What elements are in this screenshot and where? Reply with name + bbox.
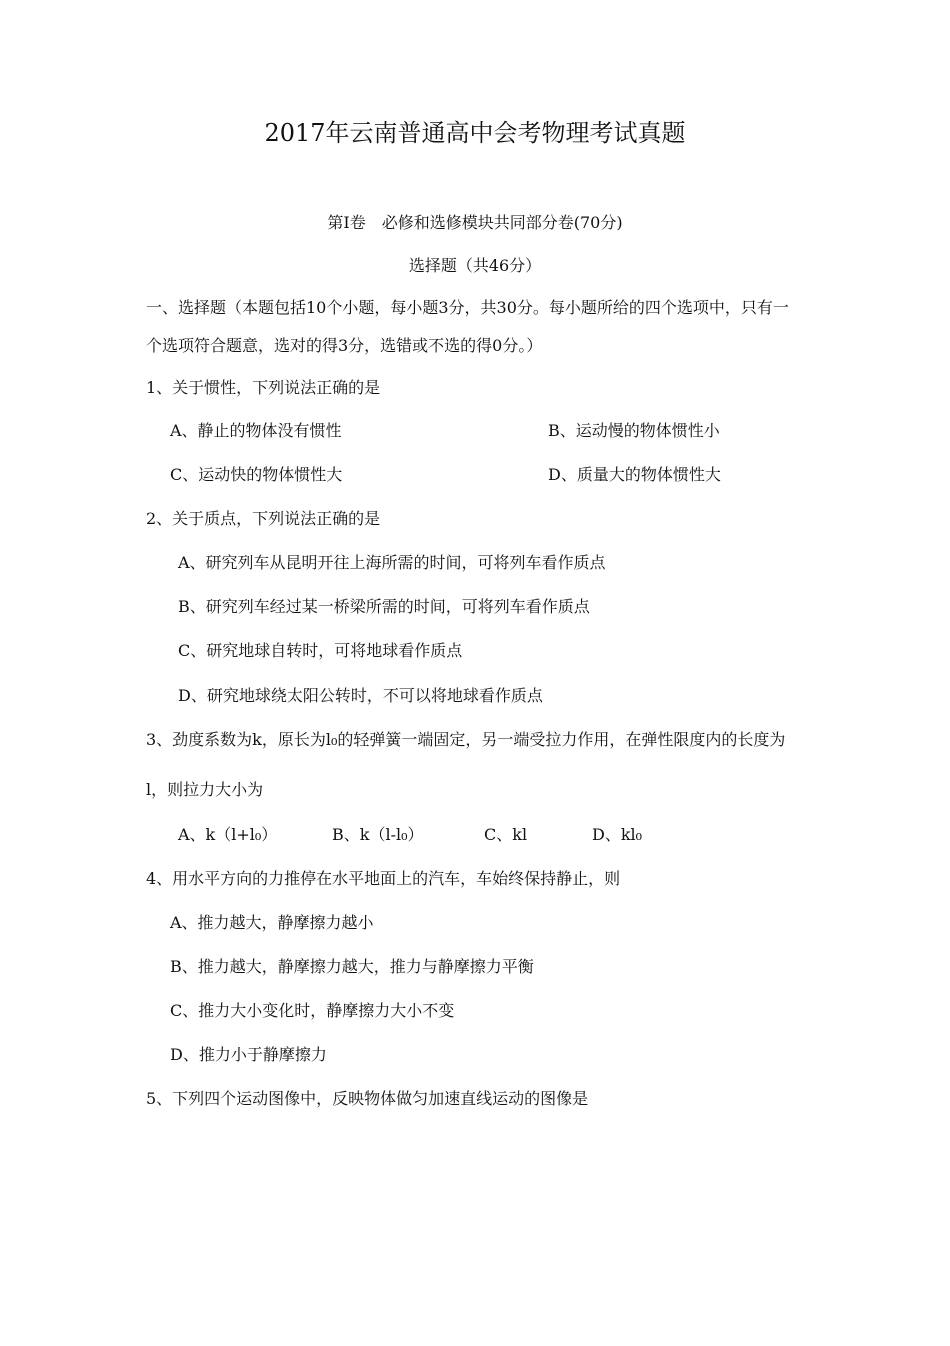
q4-option-a: A、推力越大，静摩擦力越小: [170, 913, 374, 932]
q4-option-d: D、推力小于静摩擦力: [170, 1045, 327, 1064]
page-title: 2017年云南普通高中会考物理考试真题: [264, 119, 686, 147]
q2-stem: 2、关于质点，下列说法正确的是: [146, 509, 381, 528]
sub-heading: 选择题（共46分）: [408, 256, 542, 275]
q3-stem-line-1: 3、劲度系数为k，原长为l₀的轻弹簧一端固定，另一端受拉力作用，在弹性限度内的长度为: [146, 730, 786, 749]
q5-stem: 5、下列四个运动图像中，反映物体做匀加速直线运动的图像是: [146, 1089, 589, 1108]
q2-option-b: B、研究列车经过某一桥梁所需的时间，可将列车看作质点: [178, 597, 590, 616]
q1-stem: 1、关于惯性，下列说法正确的是: [146, 378, 381, 397]
q4-option-c: C、推力大小变化时，静摩擦力大小不变: [170, 1001, 455, 1020]
q2-option-d: D、研究地球绕太阳公转时，不可以将地球看作质点: [178, 686, 543, 705]
q1-option-c: C、运动快的物体惯性大: [170, 465, 343, 484]
instructions-line-1: 一、选择题（本题包括10个小题，每小题3分，共30分。每小题所给的四个选项中，只有一: [146, 298, 789, 317]
q4-option-b: B、推力越大，静摩擦力越大，推力与静摩擦力平衡: [170, 957, 534, 976]
q3-stem-line-2: l，则拉力大小为: [146, 780, 264, 799]
q2-option-a: A、研究列车从昆明开往上海所需的时间，可将列车看作质点: [178, 553, 606, 572]
q3-option-a: A、k（l+l₀）: [178, 825, 278, 844]
q1-option-b: B、运动慢的物体惯性小: [548, 421, 720, 440]
section-heading: 第Ⅰ卷 必修和选修模块共同部分卷(70分): [327, 213, 623, 232]
q3-option-c: C、kl: [484, 825, 528, 844]
q1-option-a: A、静止的物体没有惯性: [170, 421, 342, 440]
q3-option-d: D、kl₀: [592, 825, 643, 844]
q3-option-b: B、k（l-l₀）: [332, 825, 424, 844]
q4-stem: 4、用水平方向的力推停在水平地面上的汽车，车始终保持静止，则: [146, 869, 621, 888]
q2-option-c: C、研究地球自转时，可将地球看作质点: [178, 641, 463, 660]
q1-option-d: D、质量大的物体惯性大: [548, 465, 721, 484]
instructions-line-2: 个选项符合题意，选对的得3分，选错或不选的得0分。）: [146, 336, 543, 355]
